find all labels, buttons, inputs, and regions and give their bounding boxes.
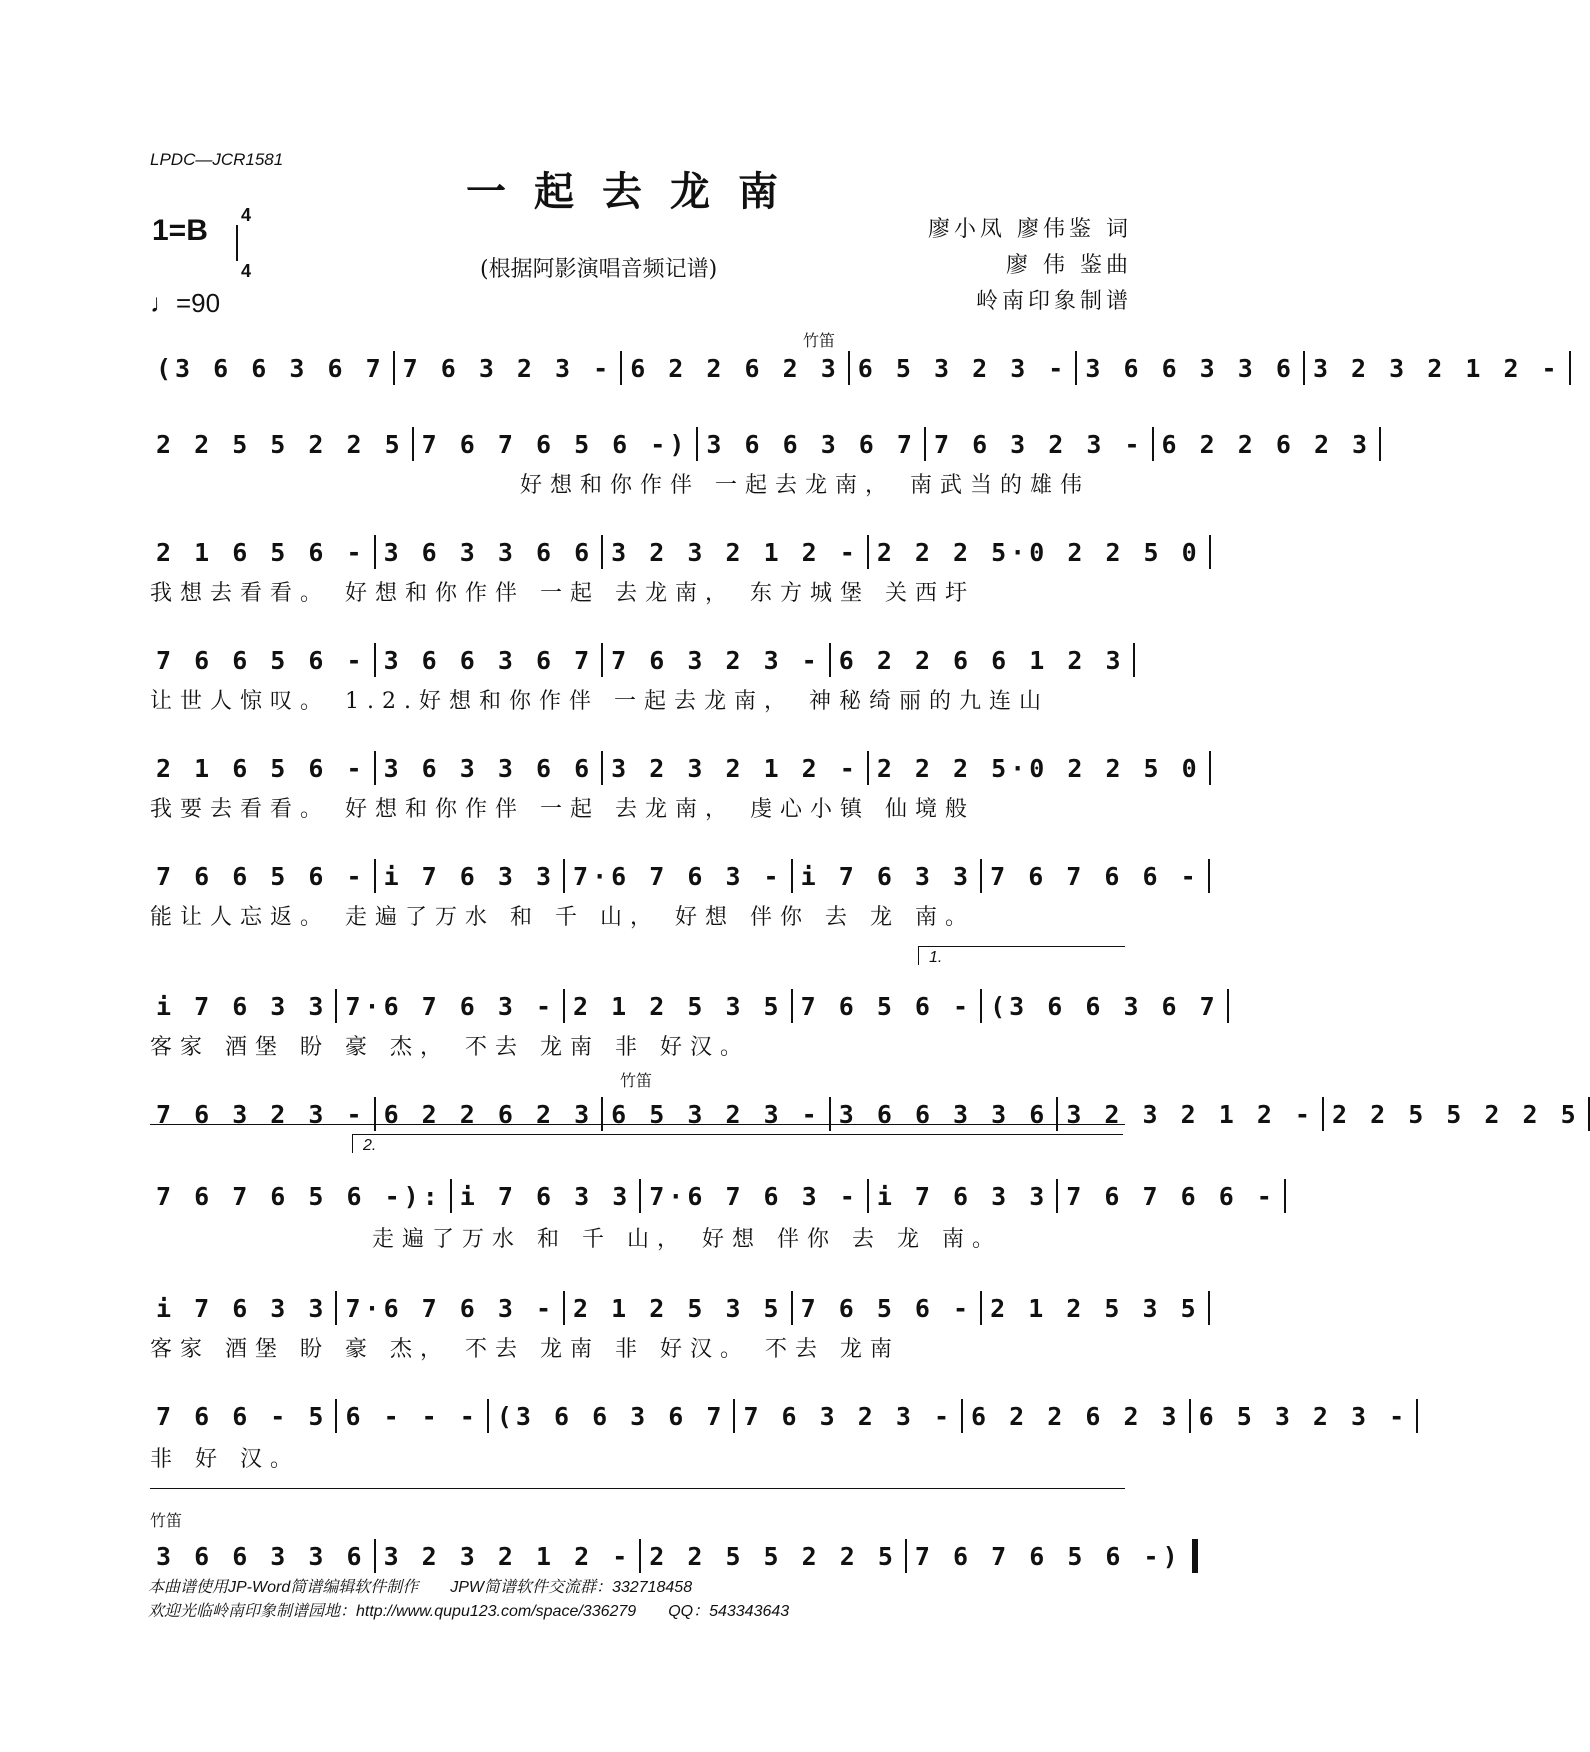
measure: 3 2 3 2 1 2 - — [611, 753, 859, 783]
measure: 2 2 2 5·0 2 2 5 0 — [876, 537, 1201, 567]
barline — [829, 643, 831, 677]
barline — [1056, 1097, 1058, 1131]
barline — [601, 1097, 603, 1131]
volta-1-label: 1. — [929, 949, 943, 966]
measure: (3 6 6 3 6 7 — [496, 1401, 726, 1431]
barline — [563, 1291, 565, 1325]
measure: i 7 6 3 3 — [876, 1181, 1049, 1211]
measure: i 7 6 3 3 — [156, 1293, 328, 1323]
time-bottom: 4 — [240, 261, 251, 281]
measure: 3 2 3 2 1 2 - — [1312, 353, 1561, 383]
barline — [639, 1179, 641, 1213]
barline — [733, 1399, 735, 1433]
notation-row — [150, 1098, 1580, 1130]
lyrics-line: 客家 酒堡 盼 豪 杰， 不去 龙南 非 好汉。 不去 龙南 — [150, 1337, 900, 1362]
measure: 7 6 5 6 - — [800, 1293, 973, 1323]
lyrics-line: 非 好 汉。 — [150, 1447, 300, 1472]
barline — [848, 351, 850, 385]
instrument-label: 竹笛 — [803, 333, 836, 350]
measure: 3 6 6 3 6 7 — [706, 429, 916, 459]
barline — [980, 1291, 982, 1325]
lyrics-line: 我要去看看。 好想和你作伴 一起 去龙南， 虔心小镇 仙境般 — [150, 797, 975, 822]
barline — [1152, 427, 1154, 461]
barline — [1133, 643, 1135, 677]
barline — [1075, 351, 1077, 385]
barline — [1209, 535, 1211, 569]
barline — [374, 1539, 376, 1573]
barline — [374, 535, 376, 569]
barline — [374, 1097, 376, 1131]
barline — [393, 351, 395, 385]
measure: 3 6 3 3 6 6 — [383, 537, 594, 567]
barline — [924, 427, 926, 461]
measure: 7 6 7 6 6 - — [990, 861, 1200, 891]
measure: 6 5 3 2 3 - — [1198, 1401, 1409, 1431]
barline — [867, 535, 869, 569]
barline — [374, 751, 376, 785]
measure: 3 2 3 2 1 2 - — [611, 537, 859, 567]
lyrics-line: 客家 酒堡 盼 豪 杰， 不去 龙南 非 好汉。 — [150, 1035, 750, 1060]
barline — [1588, 1097, 1590, 1131]
time-top: 4 — [240, 205, 251, 225]
page-title: 一起去龙南 — [466, 168, 806, 215]
measure: 6 2 2 6 2 3 — [383, 1099, 594, 1129]
barline — [980, 989, 982, 1023]
notation-row — [150, 752, 1201, 784]
barline — [1208, 1291, 1210, 1325]
score-code: LPDC—JCR1581 — [150, 150, 284, 169]
notation-row — [150, 860, 1200, 892]
barline — [601, 535, 603, 569]
barline — [905, 1539, 907, 1573]
notation-row — [150, 1292, 1200, 1324]
barline — [412, 427, 414, 461]
measure: 7 6 6 5 6 - — [156, 861, 366, 891]
barline — [867, 751, 869, 785]
barline — [1569, 351, 1571, 385]
tempo-marking: ♩=90 — [150, 288, 221, 318]
credit-lyricist: 廖小凤 廖伟鉴 词 — [928, 217, 1132, 242]
instrument-label: 竹笛 — [150, 1513, 183, 1530]
measure: 3 6 6 3 3 6 — [1085, 353, 1295, 383]
barline — [1322, 1097, 1324, 1131]
measure: 7·6 7 6 3 - — [649, 1181, 859, 1211]
barline — [791, 1291, 793, 1325]
notation-row — [150, 990, 1219, 1022]
measure: (3 6 6 3 6 7 — [156, 353, 385, 383]
barline — [1303, 351, 1305, 385]
barline — [335, 989, 337, 1023]
measure: i 7 6 3 3 — [156, 991, 328, 1021]
notation-row — [150, 1180, 1276, 1212]
measure: i 7 6 3 3 — [459, 1181, 632, 1211]
barline — [961, 1399, 963, 1433]
barline — [696, 427, 698, 461]
measure: 6 5 3 2 3 - — [611, 1099, 821, 1129]
barline — [791, 989, 793, 1023]
measure: 7 6 7 6 5 6 -) — [421, 429, 689, 459]
measure: 6 2 2 6 2 3 — [971, 1401, 1181, 1431]
volta-2-label: 2. — [363, 1137, 377, 1154]
measure: 7 6 6 - 5 — [156, 1401, 328, 1431]
notation-row — [150, 428, 1372, 460]
barline — [374, 859, 376, 893]
volta-1-bracket — [918, 946, 1125, 965]
measure: 7 6 3 2 3 - — [743, 1401, 954, 1431]
credits — [928, 212, 1132, 320]
measure: 7 6 5 6 - — [800, 991, 973, 1021]
measure: i 7 6 3 3 — [383, 861, 556, 891]
measure: 7 6 3 2 3 - — [933, 429, 1144, 459]
measure: 7 6 6 5 6 - — [156, 645, 366, 675]
measure: 6 - - - — [345, 1401, 479, 1431]
barline — [1284, 1179, 1286, 1213]
credit-arranger: 岭南印象制谱 — [975, 289, 1132, 314]
measure: 7 6 7 6 5 6 -): — [156, 1181, 442, 1211]
measure: 3 6 6 3 6 7 — [383, 645, 594, 675]
barline — [1416, 1399, 1418, 1433]
measure: 2 2 2 5·0 2 2 5 0 — [876, 753, 1201, 783]
barline — [1379, 427, 1381, 461]
barline — [601, 751, 603, 785]
system-line — [150, 1488, 1125, 1489]
barline — [1192, 1539, 1198, 1573]
barline — [1189, 1399, 1191, 1433]
key-signature: 1=B — [152, 214, 208, 247]
measure: 3 6 3 3 6 6 — [383, 753, 594, 783]
measure: 6 5 3 2 3 - — [857, 353, 1068, 383]
lyrics-line: 好想和你作伴 一起去龙南， 南武当的雄伟 — [520, 473, 1090, 498]
measure: 3 6 6 3 3 6 — [838, 1099, 1049, 1129]
barline — [620, 351, 622, 385]
measure: 3 2 3 2 1 2 - — [1066, 1099, 1314, 1129]
measure: (3 6 6 3 6 7 — [990, 991, 1219, 1021]
measure: 2 1 2 5 3 5 — [573, 1293, 783, 1323]
barline — [867, 1179, 869, 1213]
lyrics-line: 我想去看看。 好想和你作伴 一起 去龙南， 东方城堡 关西圩 — [150, 581, 975, 606]
notation-row — [150, 1540, 1182, 1572]
barline — [791, 859, 793, 893]
measure: 3 6 6 3 3 6 — [156, 1541, 366, 1571]
barline — [450, 1179, 452, 1213]
barline — [601, 643, 603, 677]
barline — [639, 1539, 641, 1573]
barline — [1209, 751, 1211, 785]
footer-line-1: 本曲谱使用JP-Word简谱编辑软件制作 JPW简谱软件交流群：332718458 — [148, 1579, 693, 1596]
notation-row — [150, 352, 1561, 384]
measure: 2 2 5 5 2 2 5 — [156, 429, 404, 459]
measure: 7·6 7 6 3 - — [573, 861, 783, 891]
lyrics-line: 让世人惊叹。 1.2.好想和你作伴 一起去龙南， 神秘绮丽的九连山 — [150, 689, 1049, 714]
lyrics-line: 能让人忘返。 走遍了万水 和 千 山， 好想 伴你 去 龙 南。 — [150, 905, 975, 930]
time-signature — [236, 206, 256, 280]
barline — [335, 1399, 337, 1433]
measure: 7 6 3 2 3 - — [156, 1099, 366, 1129]
subtitle: (根据阿影演唱音频记谱) — [480, 257, 718, 282]
barline — [374, 643, 376, 677]
barline — [563, 989, 565, 1023]
barline — [487, 1399, 489, 1433]
measure: 2 2 5 5 2 2 5 — [649, 1541, 897, 1571]
volta-2-bracket — [352, 1134, 1123, 1153]
barline — [1208, 859, 1210, 893]
measure: i 7 6 3 3 — [800, 861, 973, 891]
measure: 2 1 2 5 3 5 — [573, 991, 783, 1021]
instrument-label: 竹笛 — [620, 1073, 653, 1090]
measure: 2 1 6 5 6 - — [156, 537, 366, 567]
notation-row — [150, 644, 1130, 676]
credit-composer: 廖 伟 鉴曲 — [1006, 253, 1132, 278]
barline — [829, 1097, 831, 1131]
measure: 6 2 2 6 2 3 — [1161, 429, 1372, 459]
measure: 2 1 6 5 6 - — [156, 753, 366, 783]
notation-row — [150, 536, 1201, 568]
barline — [335, 1291, 337, 1325]
measure: 6 2 2 6 6 1 2 3 — [838, 645, 1125, 675]
barline — [1056, 1179, 1058, 1213]
barline — [1227, 989, 1229, 1023]
measure: 3 2 3 2 1 2 - — [383, 1541, 632, 1571]
measure: 7 6 7 6 5 6 -) — [914, 1541, 1182, 1571]
measure: 7·6 7 6 3 - — [345, 991, 556, 1021]
barline — [980, 859, 982, 893]
time-divider — [236, 225, 238, 261]
measure: 7 6 7 6 6 - — [1066, 1181, 1276, 1211]
barline — [563, 859, 565, 893]
measure: 7 6 3 2 3 - — [611, 645, 821, 675]
measure: 7 6 3 2 3 - — [402, 353, 613, 383]
footer-line-2: 欢迎光临岭南印象制谱园地：http://www.qupu123.com/space/336279 QQ：543343643 — [148, 1603, 790, 1620]
notation-row — [150, 1400, 1409, 1432]
lyrics-line: 走遍了万水 和 千 山， 好想 伴你 去 龙 南。 — [372, 1227, 1002, 1252]
measure: 6 2 2 6 2 3 — [630, 353, 840, 383]
measure: 2 2 5 5 2 2 5 — [1331, 1099, 1580, 1129]
measure: 2 1 2 5 3 5 — [990, 1293, 1200, 1323]
measure: 7·6 7 6 3 - — [345, 1293, 556, 1323]
